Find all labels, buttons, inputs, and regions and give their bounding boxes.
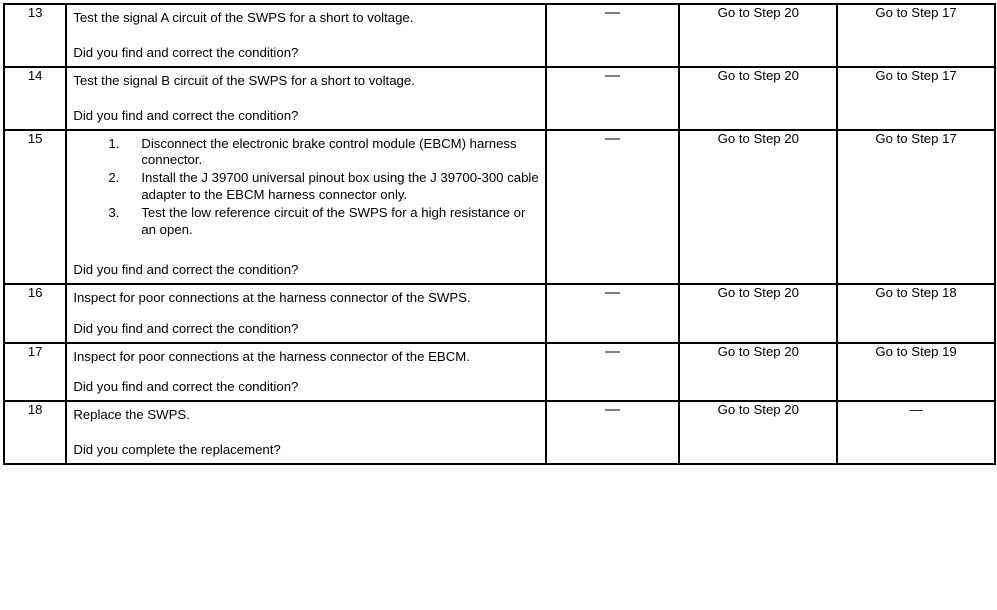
substep-number: 3. <box>108 205 120 221</box>
yes-cell <box>679 67 837 130</box>
action-question: Did you find and correct the condition? <box>73 107 299 123</box>
yes-text: Go to Step 20 <box>717 67 799 83</box>
value-cell <box>546 4 680 67</box>
action-text: Replace the SWPS. <box>73 407 190 423</box>
action-cell <box>66 343 545 402</box>
yes-cell <box>679 401 837 464</box>
substep-number: 2. <box>108 170 120 186</box>
table-row <box>4 4 995 67</box>
yes-text: Go to Step 20 <box>717 343 799 359</box>
action-cell <box>66 401 545 464</box>
table-row <box>4 284 995 343</box>
substep-text: Install the J 39700 universal pinout box using the J 39700-300 cable adapter to the EBCM harness connector only. <box>141 170 539 203</box>
value-cell <box>546 343 680 402</box>
no-text: Go to Step 17 <box>875 67 957 83</box>
no-text: Go to Step 19 <box>875 343 957 359</box>
no-cell <box>837 401 995 464</box>
value-cell <box>546 67 680 130</box>
step-number-cell <box>4 284 66 343</box>
value-cell <box>546 284 680 343</box>
no-cell <box>837 4 995 67</box>
step-number: 17 <box>27 343 43 359</box>
action-text: Inspect for poor connections at the harness connector of the SWPS. <box>73 289 471 305</box>
table-row <box>4 67 995 130</box>
yes-text: Go to Step 20 <box>717 284 799 300</box>
action-text: Test the signal A circuit of the SWPS for a short to voltage. <box>73 10 414 25</box>
substep-text: Disconnect the electronic brake control module (EBCM) harness connector. <box>141 135 517 168</box>
step-number-cell <box>4 343 66 402</box>
value-text: — <box>605 283 621 301</box>
no-cell <box>837 343 995 402</box>
action-cell <box>66 67 545 130</box>
value-text: — <box>605 129 621 147</box>
action-cell <box>66 284 545 343</box>
action-cell <box>66 4 545 67</box>
step-number: 13 <box>27 5 43 20</box>
step-number: 18 <box>27 402 43 418</box>
substep-number: 1. <box>108 135 120 151</box>
action-question: Did you find and correct the condition? <box>73 261 299 277</box>
no-text: Go to Step 18 <box>875 284 957 300</box>
table-row <box>4 401 995 464</box>
table-row <box>4 343 995 402</box>
yes-text: Go to Step 20 <box>717 130 799 146</box>
action-text: Inspect for poor connections at the harness connector of the EBCM. <box>73 348 470 364</box>
step-number-cell <box>4 4 66 67</box>
yes-cell <box>679 343 837 402</box>
step-number: 16 <box>27 284 43 300</box>
yes-cell <box>679 130 837 284</box>
value-text: — <box>605 4 621 21</box>
action-question: Did you find and correct the condition? <box>73 44 299 60</box>
yes-text: Go to Step 20 <box>717 402 799 418</box>
no-text: — <box>909 402 923 418</box>
step-number: 14 <box>27 67 43 83</box>
value-text: — <box>605 342 621 360</box>
action-question: Did you find and correct the condition? <box>73 320 299 336</box>
list-item <box>73 205 538 239</box>
action-question: Did you complete the replacement? <box>73 442 281 458</box>
substep-text: Test the low reference circuit of the SWPS for a high resistance or an open. <box>141 205 526 238</box>
step-number-cell <box>4 401 66 464</box>
no-text: Go to Step 17 <box>875 5 957 20</box>
substep-list <box>73 136 538 239</box>
yes-cell <box>679 284 837 343</box>
list-item <box>73 136 538 170</box>
yes-text: Go to Step 20 <box>717 5 799 20</box>
step-number: 15 <box>27 130 43 146</box>
table-row <box>4 130 995 284</box>
diagnostic-table <box>3 3 996 465</box>
value-cell <box>546 401 680 464</box>
step-number-cell <box>4 67 66 130</box>
action-cell <box>66 130 545 284</box>
value-text: — <box>605 401 621 419</box>
no-cell <box>837 284 995 343</box>
yes-cell <box>679 4 837 67</box>
action-text: Test the signal B circuit of the SWPS for a short to voltage. <box>73 72 415 88</box>
no-cell <box>837 130 995 284</box>
value-cell <box>546 130 680 284</box>
list-item <box>73 170 538 204</box>
action-question: Did you find and correct the condition? <box>73 379 299 395</box>
no-cell <box>837 67 995 130</box>
no-text: Go to Step 17 <box>875 130 957 146</box>
value-text: — <box>605 66 621 84</box>
step-number-cell <box>4 130 66 284</box>
